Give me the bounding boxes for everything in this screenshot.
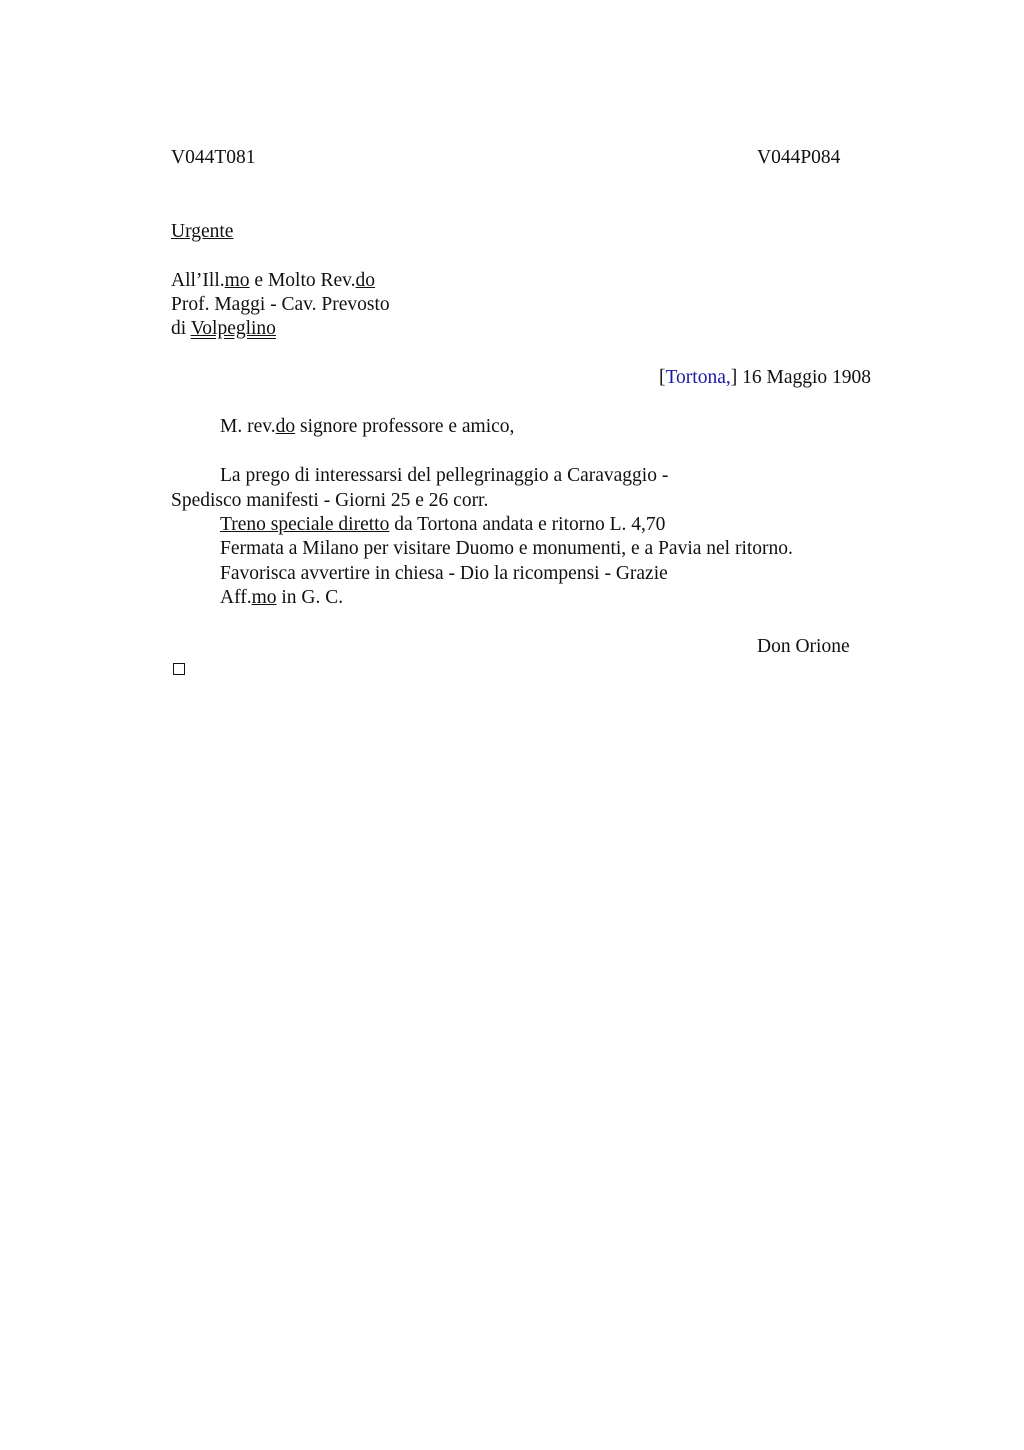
closing-part-a: Aff. [220,587,252,608]
dateline-open-bracket: [ [659,367,666,388]
body-line-1: La prego di interessarsi del pellegrinaggio a Caravaggio - [220,465,669,486]
body-line-5: Favorisca avvertire in chiesa - Dio la ricompensi - Grazie [220,563,668,584]
salutation-part-c: signore professore e amico, [295,416,515,437]
salutation-superscript-do: do [275,416,296,437]
salutation-part-a: M. rev. [220,416,276,437]
dateline-date: ] 16 Maggio 1908 [730,367,872,388]
dateline-place: Tortona, [665,367,731,388]
address-line-3-prefix: di [171,318,191,339]
address-line-1 [171,269,375,293]
closing-line [220,586,343,610]
closing-part-c: in G. C. [276,587,344,608]
train-note: Treno speciale diretto [220,514,390,535]
document-code-right: V044P084 [757,147,841,168]
address-line-1-superscript-mo: mo [224,270,250,291]
body-line-3-rest: da Tortona andata e ritorno L. 4,70 [389,514,666,535]
body-line-3 [220,513,665,537]
address-line-1-superscript-do: do [355,270,376,291]
address-line-1-part-a: All’Ill. [171,270,225,291]
address-place: Volpeglino [190,318,276,339]
closing-superscript-mo: mo [251,587,277,608]
address-line-1-part-c: e Molto Rev. [249,270,356,291]
urgent-note: Urgente [171,221,234,242]
salutation [220,415,514,439]
body-line-2: Spedisco manifesti - Giorni 25 e 26 corr. [171,490,489,511]
end-marker-square-icon [173,663,185,675]
address-line-3 [171,317,276,341]
body-line-4: Fermata a Milano per visitare Duomo e monumenti, e a Pavia nel ritorno. [220,538,793,559]
address-line-2: Prof. Maggi - Cav. Prevosto [171,294,390,315]
dateline [659,366,871,390]
signature: Don Orione [757,636,850,657]
document-code-left: V044T081 [171,147,256,168]
